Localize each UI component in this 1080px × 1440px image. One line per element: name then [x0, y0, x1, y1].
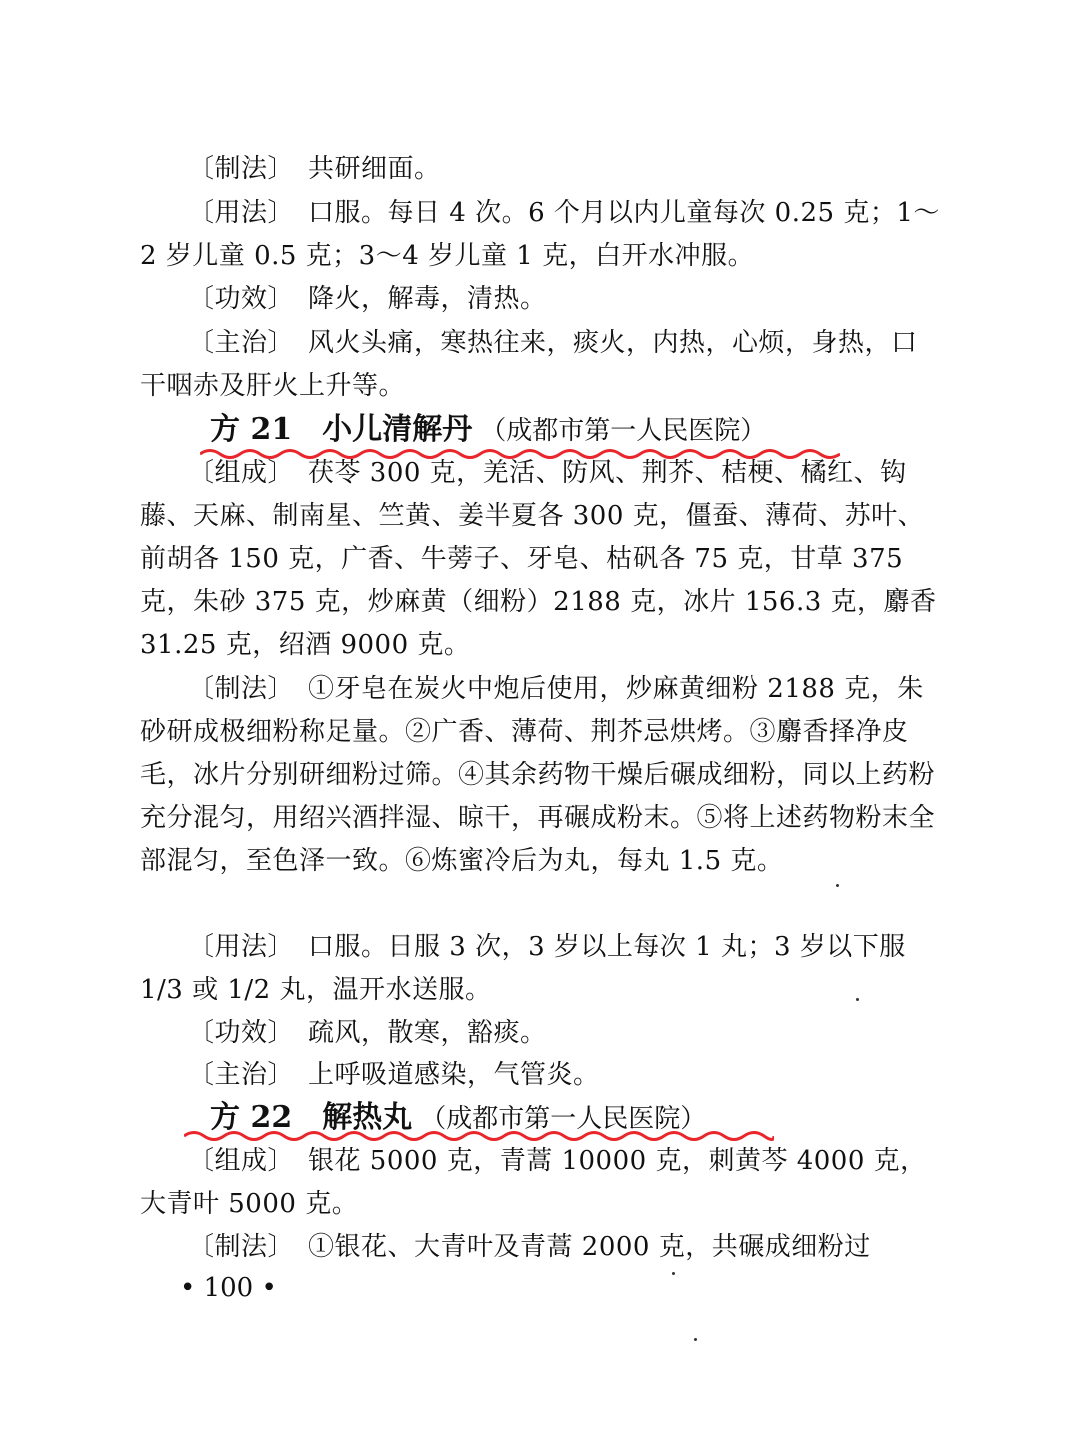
recipe-number: 方 22 [210, 1100, 293, 1135]
section-text: 银花 5000 克，青蒿 10000 克，刺黄芩 4000 克，大青叶 5000 克。 [140, 1146, 927, 1219]
paragraph-composition-22 [140, 1140, 940, 1226]
recipe-name: 小儿清解丹 [322, 412, 473, 447]
recipe-name: 解热丸 [322, 1100, 413, 1135]
paragraph-preparation-21 [140, 668, 940, 883]
paragraph-efficacy-21 [140, 1012, 940, 1055]
paragraph-indication-21 [140, 1054, 940, 1097]
recipe-source: （成都市第一人民医院） [480, 416, 767, 446]
section-text: ①牙皂在炭火中炮后使用，炒麻黄细粉 2188 克，朱砂研成极细粉称足量。②广香、薄荷、荆芥忌烘烤。③麝香择净皮毛，冰片分别研细粉过筛。④其余药物干燥后碾成细粉，同以上药粉充分混匀，用绍兴酒拌湿、晾干，再碾成粉末。⑤将上述药物粉末全部混匀，至色泽一致。⑥炼蜜冷后为丸，每丸 1.5 克。 [140, 674, 936, 876]
section-label: 〔组成〕 [188, 458, 295, 488]
paragraph-usage-21 [140, 926, 940, 1012]
section-label: 〔主治〕 [188, 328, 295, 358]
section-label: 〔制法〕 [188, 1232, 295, 1262]
paragraph-preparation-22 [140, 1226, 940, 1269]
section-label: 〔制法〕 [188, 154, 295, 184]
section-text: 口服。日服 3 次，3 岁以上每次 1 丸；3 岁以下服 1/3 或 1/2 丸，温开水送服。 [140, 932, 906, 1005]
section-label: 〔功效〕 [188, 1018, 295, 1048]
paragraph-composition-21 [140, 452, 940, 667]
scan-speck [836, 884, 839, 887]
section-label: 〔用法〕 [188, 932, 295, 962]
section-text: 茯苓 300 克，羌活、防风、荆芥、桔梗、橘红、钩藤、天麻、制南星、竺黄、姜半夏各 300 克，僵蚕、薄荷、苏叶、前胡各 150 克，广香、牛蒡子、牙皂、枯矾各 75 克，甘草 375 克，朱砂 375 克，炒麻黄（细粉）2188 克，冰片 156.3 克，麝香 31.25 克，绍酒 9000 克。 [140, 458, 937, 660]
section-label: 〔主治〕 [188, 1060, 295, 1090]
section-text: 口服。每日 4 次。6 个月以内儿童每次 0.25 克；1～2 岁儿童 0.5 克；3～4 岁儿童 1 克，白开水冲服。 [140, 198, 940, 271]
section-label: 〔功效〕 [188, 284, 295, 314]
paragraph-preparation [140, 148, 940, 191]
paragraph-usage [140, 192, 940, 278]
section-text: 共研细面。 [308, 154, 441, 184]
page-number: • 100 • [180, 1273, 277, 1303]
section-text: ①银花、大青叶及青蒿 2000 克，共碾成细粉过 [308, 1232, 871, 1262]
section-label: 〔制法〕 [188, 674, 295, 704]
paragraph-efficacy [140, 278, 940, 321]
scan-speck [694, 1338, 697, 1341]
section-text: 上呼吸道感染，气管炎。 [308, 1060, 600, 1090]
section-label: 〔用法〕 [188, 198, 295, 228]
recipe-number: 方 21 [210, 412, 293, 447]
section-text: 风火头痛，寒热往来，痰火，内热，心烦，身热，口干咽赤及肝火上升等。 [140, 328, 918, 401]
scan-speck [672, 1272, 675, 1275]
paragraph-indication [140, 322, 940, 408]
section-label: 〔组成〕 [188, 1146, 295, 1176]
section-text: 疏风，散寒，豁痰。 [308, 1018, 547, 1048]
section-text: 降火，解毒，清热。 [308, 284, 547, 314]
recipe-source: （成都市第一人民医院） [420, 1104, 707, 1134]
scan-speck [856, 998, 859, 1001]
